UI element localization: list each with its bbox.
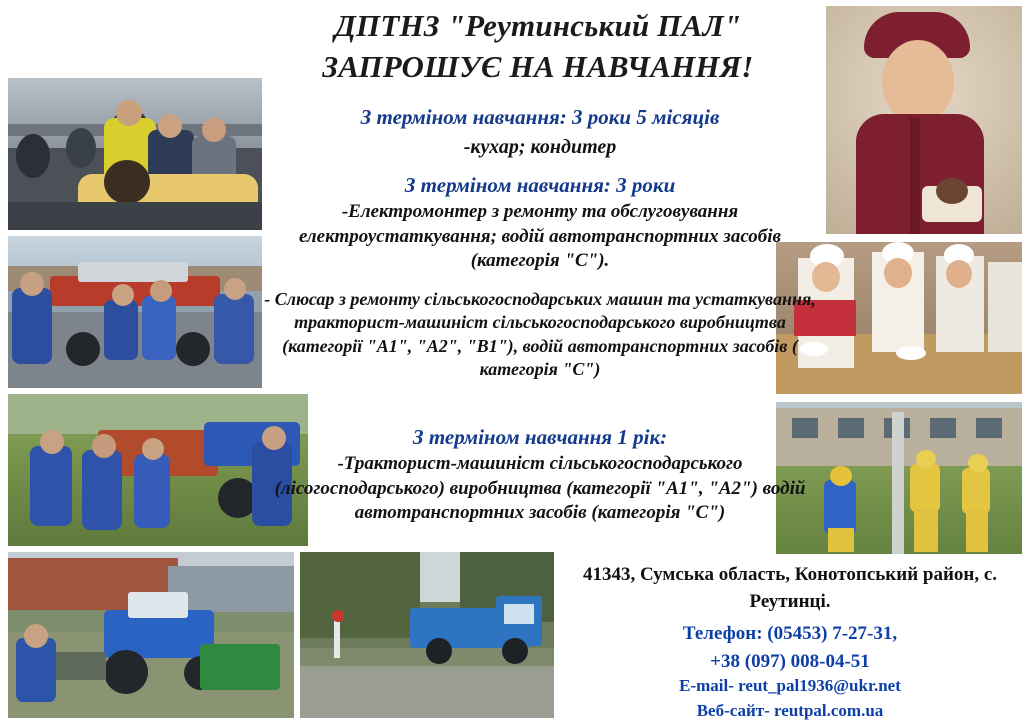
contact-email[interactable]: E-mail- reut_pal1936@ukr.net: [679, 676, 901, 695]
contact-phone-line-1: Телефон: (05453) 7-27-31,: [682, 623, 898, 644]
photo-sprayer-machinery: [8, 236, 262, 388]
program-2-body: -Електромонтер з ремонту та обслуговування електроустаткування; водій автотранспортних засобів (категорія "С").: [298, 201, 782, 272]
photo-chef-portrait: [826, 6, 1022, 234]
contact-phone: [560, 620, 1020, 675]
photo-electrical-workshop: [8, 78, 262, 230]
poster-title: [238, 6, 838, 88]
program-1-body: -кухар; кондитер: [463, 136, 617, 158]
program-4-body: -Тракторист-машиніст сільськогосподарського (лісогосподарського) виробництва (категорії "А1", "А2") водій автотранспортних засобів (категорія "С"): [274, 453, 806, 524]
poster-title-line-2: ЗАПРОШУЄ НА НАВЧАННЯ!: [322, 48, 754, 84]
poster-title-line-1: ДПТНЗ "Реутинський ПАЛ": [334, 8, 742, 43]
contact-phone-line-2: +38 (097) 008-04-51: [710, 650, 870, 672]
program-1-heading: З терміном навчання: 3 роки 5 місяців: [360, 105, 720, 129]
program-2-heading: З терміном навчання: 3 роки: [404, 173, 676, 197]
contact-online: [560, 674, 1020, 723]
contact-website[interactable]: Веб-сайт- reutpal.com.ua: [696, 700, 884, 720]
program-4-heading: З терміном навчання 1 рік:: [412, 425, 668, 449]
photo-truck-road: [300, 552, 554, 718]
photo-tractors-yard: [8, 552, 294, 718]
contact-address: 41343, Сумська область, Конотопський район, с. Реутинці.: [582, 564, 998, 612]
program-3-body: - Слюсар з ремонту сільськогосподарських машин та устаткування, тракторист-машиніст сільськогосподарського виробництва (категорії "А1", "А2", "В1"), водій автотранспортних засобів ( категорія "С"): [264, 289, 816, 380]
